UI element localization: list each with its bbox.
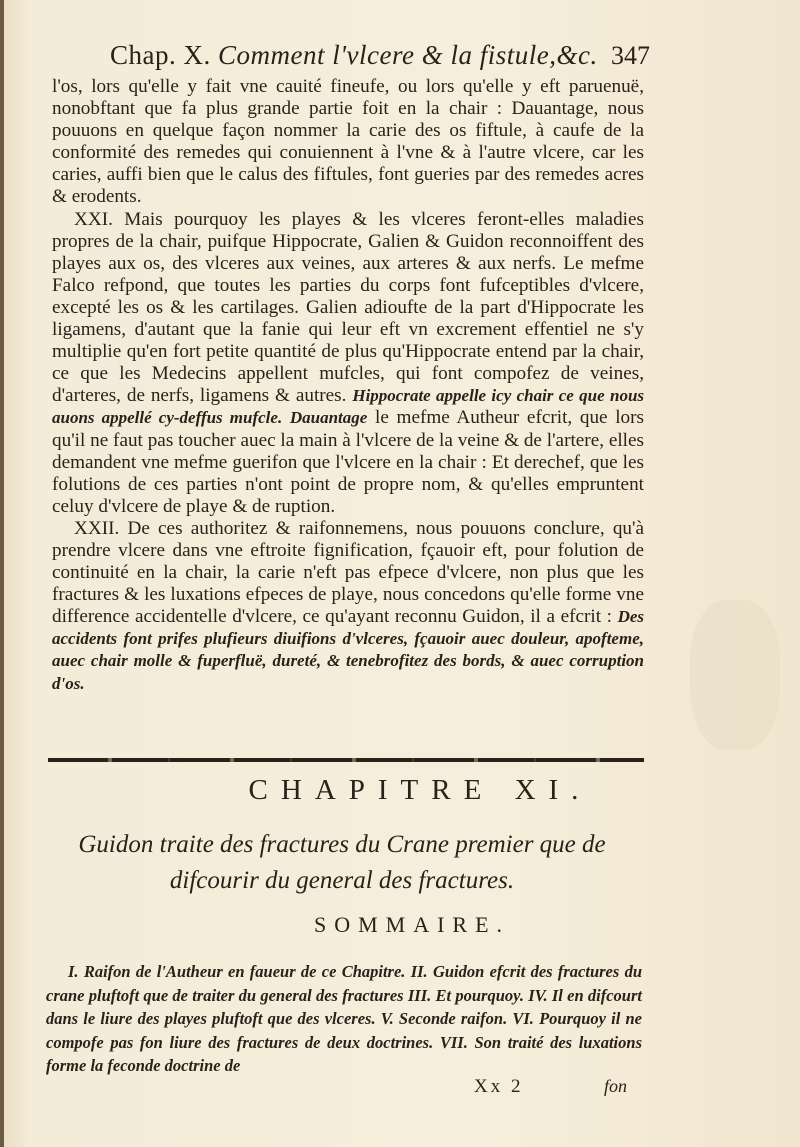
page-gutter bbox=[0, 0, 4, 1147]
running-header bbox=[110, 40, 650, 71]
chapter-subtitle: Guidon traite des fractures du Crane premier que de difcourir du general des fractures. bbox=[78, 831, 606, 894]
paragraph-xxii-text: XXII. De ces authoritez & raifonnemens, nous pouuons conclure, qu'à prendre vlcere dans vne eftroite fignification, fçauoir eft, pour folution de continuité en la chair, la carie n'eft pas efpece d'vlcere, non plus que les fractures & les luxations efpeces de playe, nous concedons qu'elle forme vne difference accidentelle d'vlcere, ce qu'ayant reconnu Guidon, il a efcrit : bbox=[52, 517, 644, 628]
header-chapter-number: Chap. X. bbox=[110, 40, 211, 70]
header-chapter-title: Comment l'vlcere & la fistule,&c. bbox=[218, 40, 598, 70]
paragraph-xxii bbox=[52, 518, 644, 695]
chapter-heading: CHAPITRE XI. bbox=[248, 774, 592, 806]
sommaire-heading: SOMMAIRE. bbox=[313, 912, 511, 937]
main-text bbox=[52, 76, 644, 695]
paragraph-xxi-continued: le mefme Autheur efcrit, que lors qu'il ne faut pas toucher auec la main à l'vlcere de la veine & de l'artere, elles demandent vne mefme guerifon que l'vlcere en la chair : Et derechef, que les folutions de ces parties n'ont point de propre nom, & qu'elles empruntent celuy d'vlcere de playe & de ruption. bbox=[52, 407, 645, 517]
catchword: fon bbox=[604, 1076, 628, 1096]
page-number: 347 bbox=[611, 41, 650, 70]
guidon-quotation: Des accidents font prifes plufieurs diuifions d'vlceres, fçauoir auec douleur, apofteme, auec chair molle & fuperfluë, dureté, & tenebrofitez des bords, & auec corruption d'os. bbox=[52, 607, 645, 693]
paragraph-xxi-text: XXI. Mais pourquoy les playes & les vlceres feront-elles maladies propres de la chair, puifque Hippocrate, Galien & Guidon reconnoiffent des playes aux os, des vlceres aux veines, aux arteres & aux nerfs. Le mefme Falco refpond, que toutes les parties du corps font fufceptibles d'vlcere, excepté les os & les cartilages. Galien adioufte de la part d'Hippocrate les ligamens, d'autant que la fanie qui leur eft vn excrement effentiel ne s'y multiplie qu'en fort petite quantité de plus qu'Hippocrate entend par la chair, ce que les Medecins appellent mufcles, qui font compofez de veines, d'arteres, de nerfs, ligamens & autres. bbox=[52, 208, 644, 407]
chapter-summary: I. Raifon de l'Autheur en faueur de ce Chapitre. II. Guidon efcrit des fractures du crane pluftoft que de traiter du general des fractures III. Et pourquoy. IV. Il en difcourt dans le liure des playes pluftoft que des vlceres. V. Seconde raifon. VI. Pourquoy il ne compofe pas fon liure des fractures de deux doctrines. VII. Son traité des luxations forme la feconde doctrine de bbox=[46, 962, 642, 1075]
paper-stain bbox=[690, 600, 780, 750]
signature-mark: Xx 2 bbox=[474, 1076, 524, 1097]
ornamental-rule bbox=[48, 758, 644, 762]
marginal-gloss-italic: Hippocrate appelle icy chair ce que nous auons appellé cy-deffus mufcle. bbox=[52, 386, 645, 428]
paragraph-xxi bbox=[52, 209, 644, 518]
header-chapter bbox=[110, 40, 598, 71]
italic-word: Dauantage bbox=[289, 408, 368, 428]
paragraph-1: l'os, lors qu'elle y fait vne cauité fineufe, ou lors qu'elle y eft paruenuë, nonobftant que fa plus grande partie foit en la chair : Dauantage, nous pouuons en quelque façon nommer la carie des os fiftule, à caufe de la conformité des remedes qui conuiennent à l'vne & à l'autre vlcere, car les caries, auffi bien que le calus des fiftules, font gueries par des remedes acres & erodents. bbox=[52, 76, 644, 208]
